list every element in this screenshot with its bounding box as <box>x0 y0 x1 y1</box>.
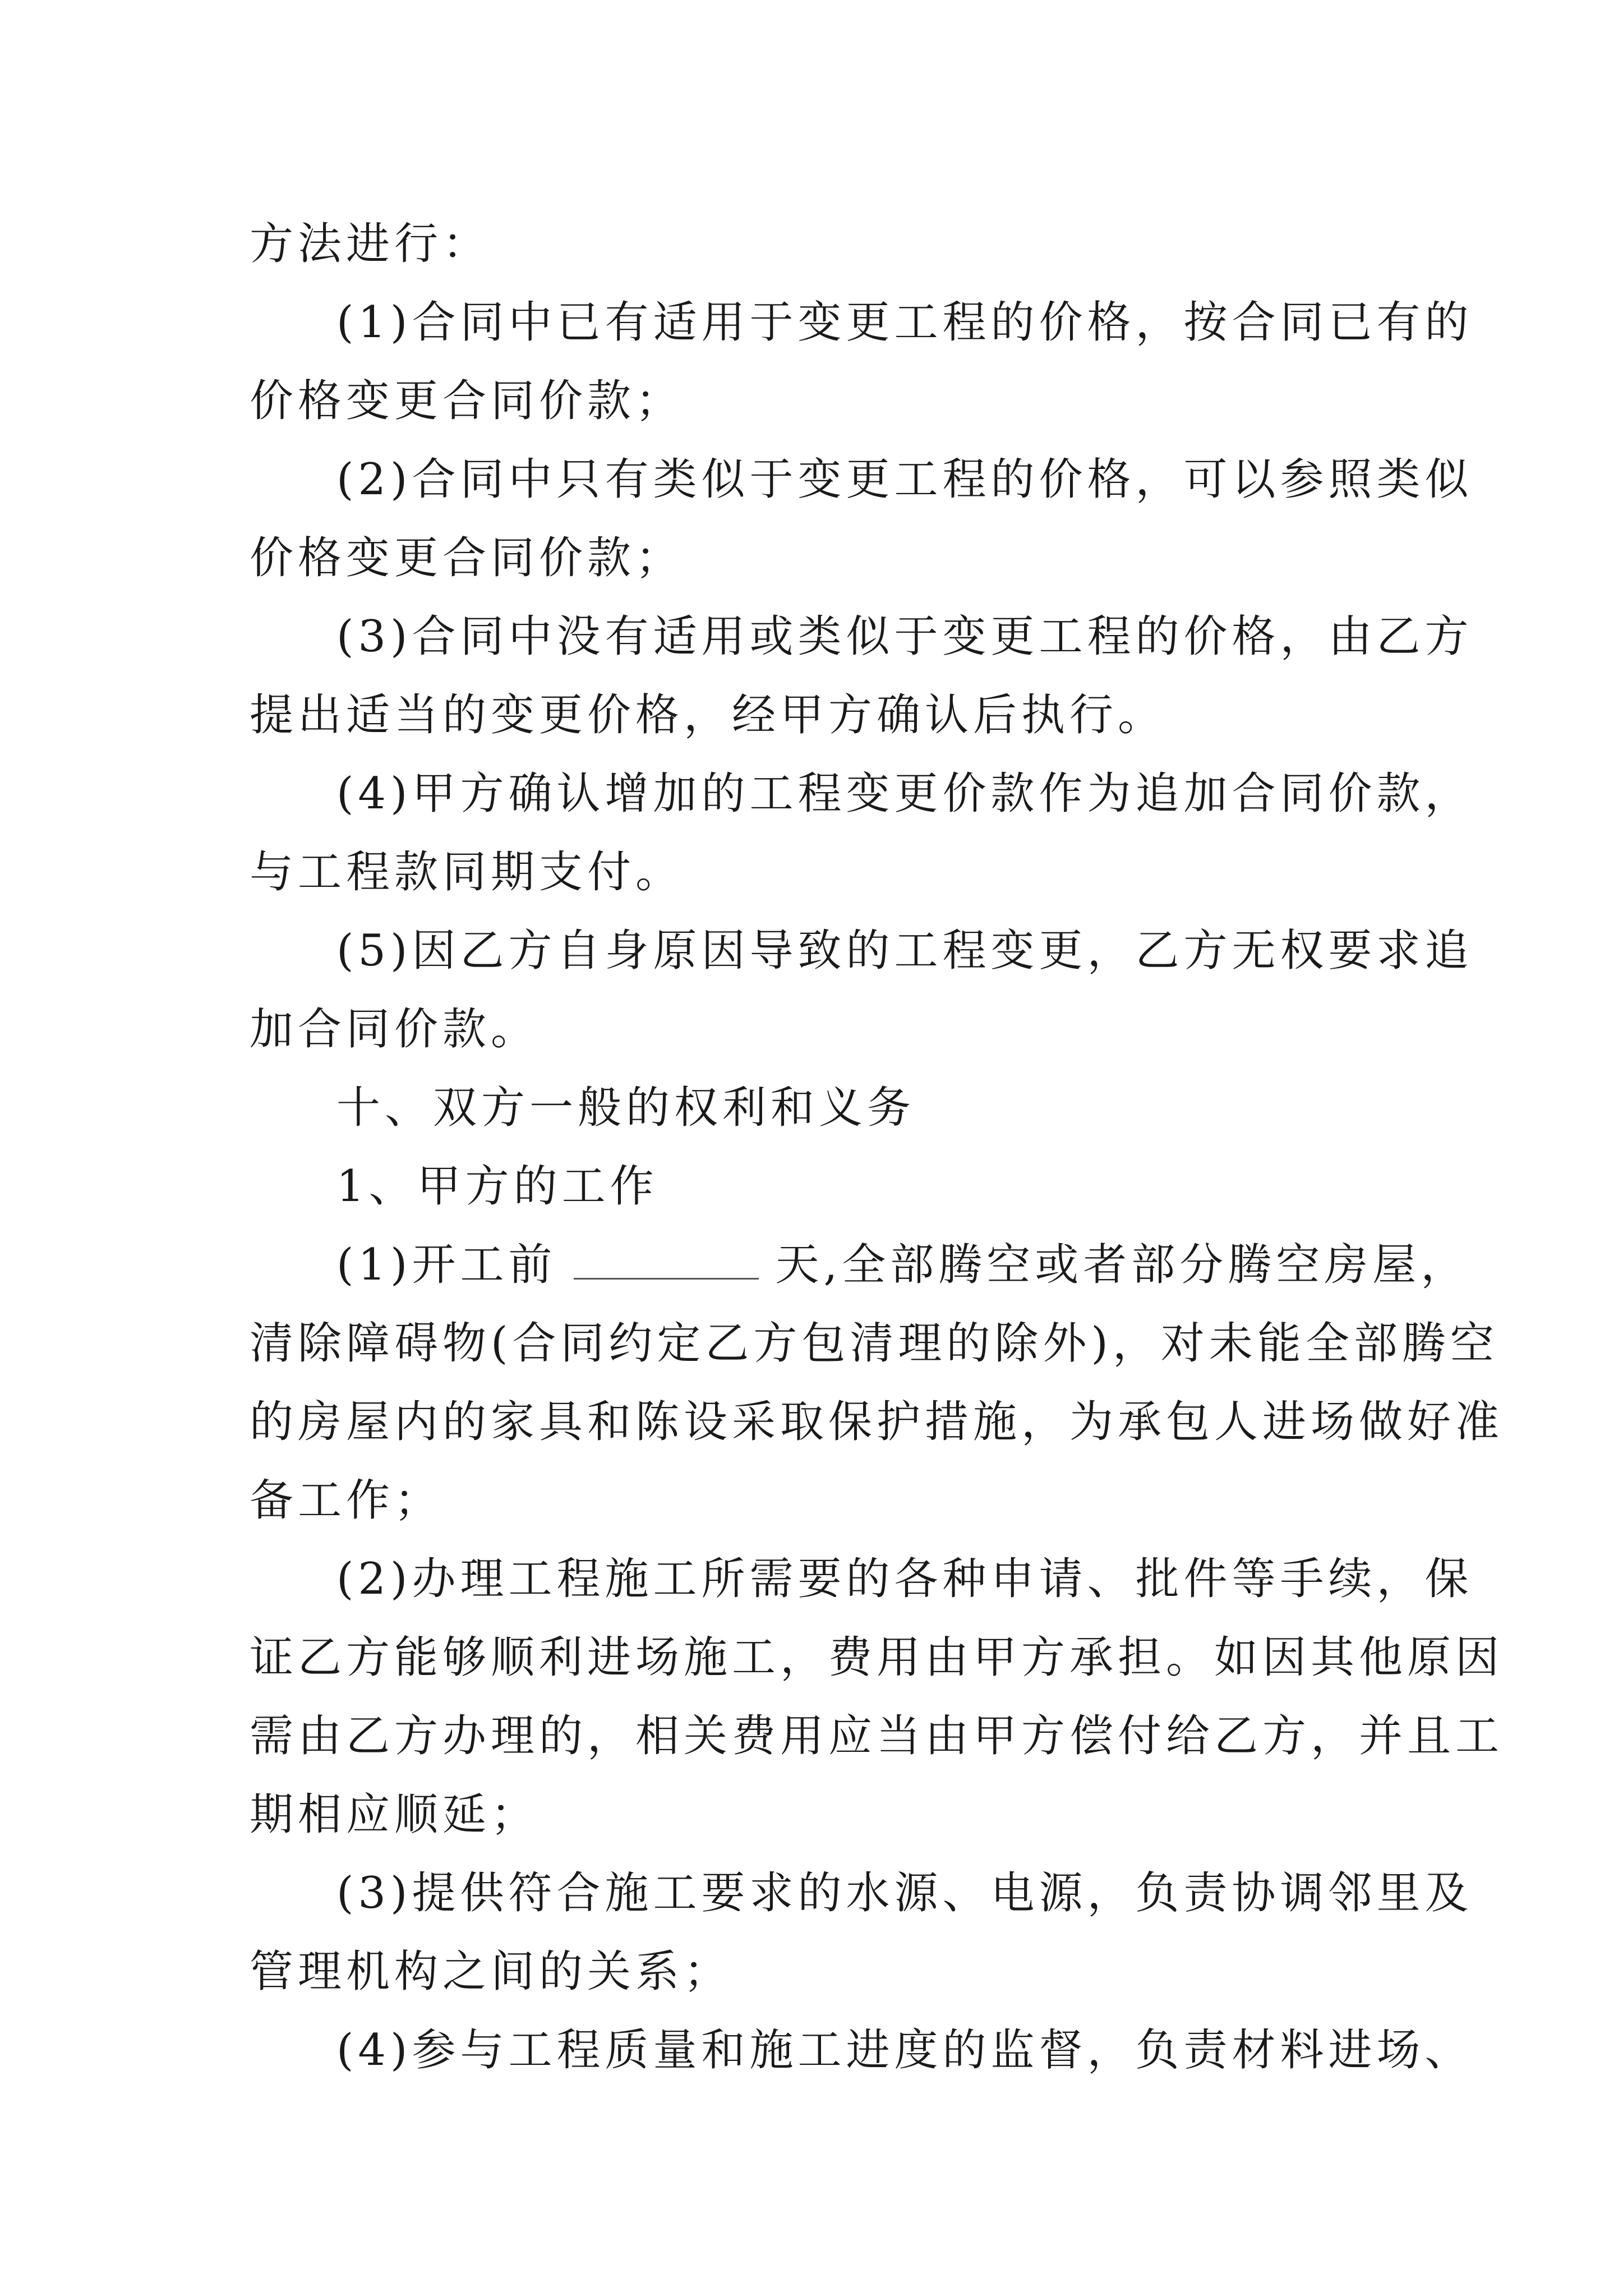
text-line: 需由乙方办理的，相关费用应当由甲方偿付给乙方，并且工 <box>250 1711 1504 1761</box>
text-line: 管理机构之间的关系； <box>250 1947 732 1997</box>
fill-in-blank <box>574 1239 759 1280</box>
text-line: 期相应顺延； <box>250 1789 540 1840</box>
text-line: (4)甲方确认增加的工程变更价款作为追加合同价款， <box>336 769 1473 819</box>
text-line: 价格变更合同价款； <box>250 376 684 426</box>
text-line: (1)合同中已有适用于变更工程的价格，按合同已有的 <box>336 297 1473 348</box>
text-line: 与工程款同期支付。 <box>250 847 684 898</box>
text-line: (2)办理工程施工所需要的各种申请、批件等手续，保 <box>336 1554 1473 1604</box>
text-line: 加合同价款。 <box>250 1004 540 1055</box>
text-line: 方法进行： <box>250 219 491 269</box>
text-line: (5)因乙方自身原因导致的工程变更，乙方无权要求追 <box>336 926 1473 976</box>
text-line: (3)合同中没有适用或类似于变更工程的价格，由乙方 <box>336 611 1473 662</box>
text-line: (3)提供符合施工要求的水源、电源，负责协调邻里及 <box>336 1868 1473 1918</box>
text-line: (2)合同中只有类似于变更工程的价格，可以参照类似 <box>336 454 1473 505</box>
subsection-heading: 1、甲方的工作 <box>336 1161 658 1212</box>
text-line: 清除障碍物(合同约定乙方包清理的除外)，对未能全部腾空 <box>250 1318 1498 1369</box>
text-segment: (1)开工前 <box>336 1240 557 1290</box>
text-line: 提出适当的变更价格，经甲方确认后执行。 <box>250 690 1166 740</box>
text-line: 价格变更合同价款； <box>250 533 684 583</box>
text-line: 备工作； <box>250 1475 443 1526</box>
text-line: 的房屋内的家具和陈设采取保护措施，为承包人进场做好准 <box>250 1397 1504 1447</box>
text-line: 证乙方能够顺利进场施工，费用由甲方承担。如因其他原因 <box>250 1632 1504 1683</box>
text-line-with-blank <box>336 1226 1469 1304</box>
text-segment: 天,全部腾空或者部分腾空房屋， <box>775 1240 1469 1290</box>
text-line: (4)参与工程质量和施工进度的监督，负责材料进场、 <box>336 2025 1473 2076</box>
section-heading: 十、双方一般的权利和义务 <box>336 1083 916 1133</box>
